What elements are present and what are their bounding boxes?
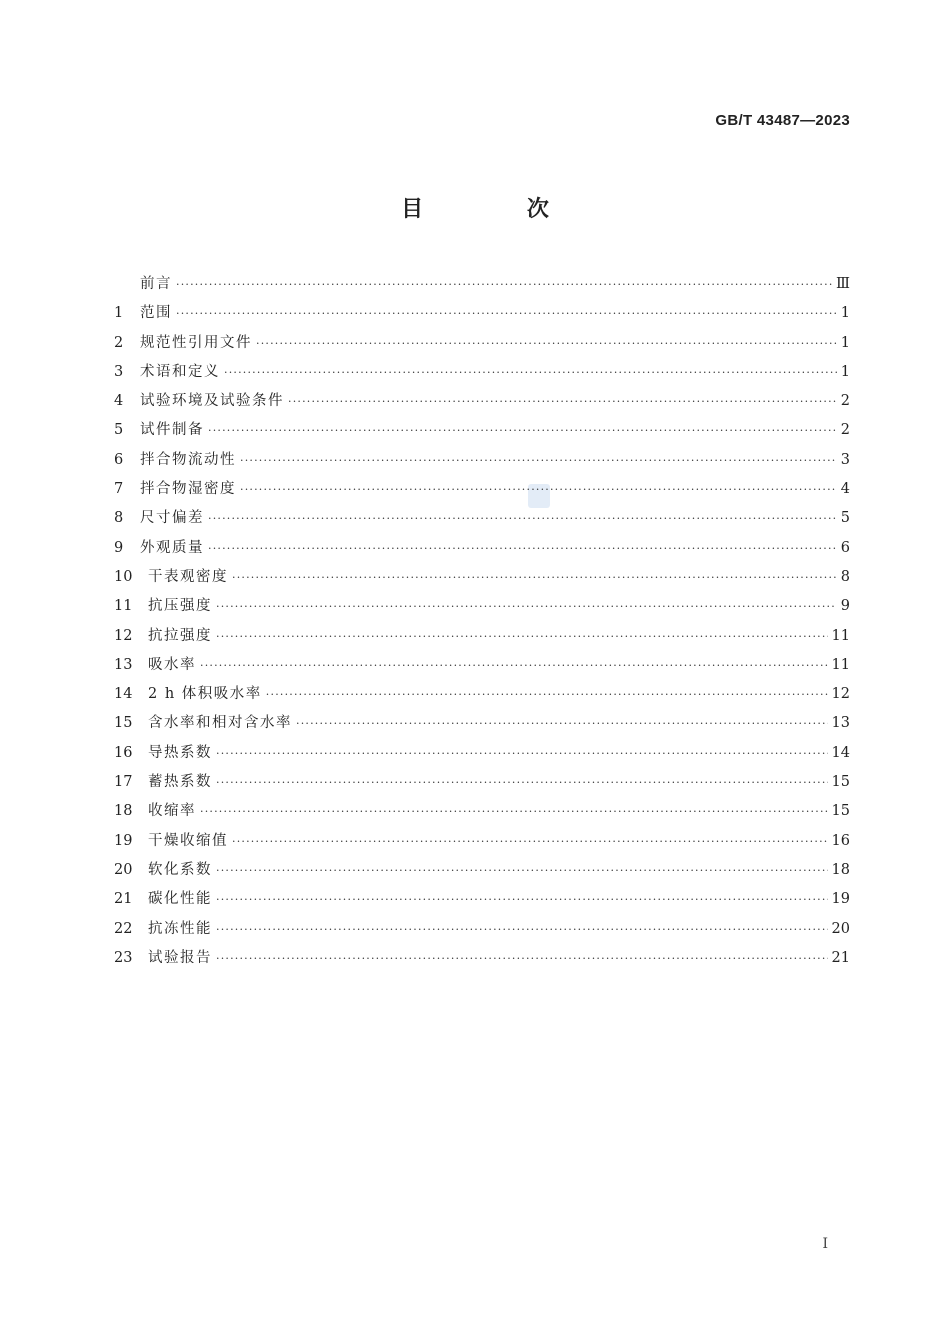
toc-entry-number: 21 (114, 891, 133, 908)
toc-entry[interactable] (114, 856, 850, 885)
toc-entry-title: 抗压强度 (148, 598, 212, 615)
toc-entry-title: 尺寸偏差 (140, 510, 204, 527)
toc-entry[interactable] (114, 915, 850, 944)
toc-leader-dots (224, 358, 837, 387)
toc-entry-title: 吸水率 (148, 656, 196, 673)
toc-entry-page: 21 (831, 949, 850, 966)
toc-entry[interactable] (114, 622, 850, 651)
toc-leader-dots (208, 416, 837, 445)
toc-entry-title: 含水率和相对含水率 (148, 715, 292, 732)
toc-entry-number: 10 (114, 568, 133, 585)
toc-entry-number: 7 (114, 481, 124, 498)
toc-entry-title: 拌合物湿密度 (140, 481, 236, 498)
toc-entry-number: 18 (114, 803, 133, 820)
toc-entry-title: 术语和定义 (140, 363, 220, 380)
toc-entry-page: 16 (831, 832, 850, 849)
toc-entry-number: 8 (114, 510, 124, 527)
toc-entry-page: 11 (831, 656, 850, 673)
toc-entry-number: 19 (114, 832, 133, 849)
toc-entry[interactable] (114, 446, 850, 475)
toc-entry-title: 导热系数 (148, 744, 212, 761)
toc-leader-dots (216, 856, 828, 885)
toc-entry[interactable] (114, 592, 850, 621)
toc-entry-page: 8 (840, 568, 850, 585)
toc-leader-dots (208, 504, 837, 533)
toc-entry-number: 20 (114, 861, 133, 878)
toc-leader-dots (296, 709, 828, 738)
toc-entry[interactable] (114, 680, 850, 709)
toc-entry[interactable] (114, 504, 850, 533)
toc-entry-number: 17 (114, 774, 133, 791)
toc-entry-page: 2 (840, 393, 850, 410)
toc-entry[interactable] (114, 475, 850, 504)
toc-entry-number: 5 (114, 422, 124, 439)
toc-entry-title: 收缩率 (148, 803, 196, 820)
toc-entry-page: 18 (831, 861, 850, 878)
toc-entry-number: 16 (114, 744, 133, 761)
toc-entry-number: 15 (114, 715, 133, 732)
toc-entry[interactable] (114, 709, 850, 738)
toc-entry-page: 19 (831, 891, 850, 908)
toc-entry-page: 6 (840, 539, 850, 556)
toc-entry-page: 1 (840, 363, 850, 380)
toc-leader-dots (208, 534, 837, 563)
toc-entry-title: 试件制备 (140, 422, 204, 439)
toc-entry-number: 23 (114, 949, 133, 966)
toc-leader-dots (200, 651, 828, 680)
toc-entry-number: 3 (114, 363, 124, 380)
toc-entry-page: 1 (840, 305, 850, 322)
toc-entry-title: 范围 (140, 305, 172, 322)
toc-entry-title: 拌合物流动性 (140, 451, 236, 468)
toc-entry-page: 15 (831, 774, 850, 791)
toc-entry[interactable] (114, 358, 850, 387)
toc-leader-dots (232, 827, 828, 856)
toc-entry[interactable] (114, 797, 850, 826)
toc-entry[interactable] (114, 387, 850, 416)
toc-entry-number: 1 (114, 305, 124, 322)
toc-entry-page: 9 (840, 598, 850, 615)
toc-entry[interactable] (114, 416, 850, 445)
toc-entry-page: 13 (831, 715, 850, 732)
toc-leader-dots (216, 592, 837, 621)
toc-entry[interactable] (114, 827, 850, 856)
toc-leader-dots (200, 797, 828, 826)
toc-entry[interactable] (114, 944, 850, 973)
toc-leader-dots (216, 915, 828, 944)
toc-entry-title: 抗冻性能 (148, 920, 212, 937)
table-of-contents (114, 270, 850, 973)
toc-entry-title: 软化系数 (148, 861, 212, 878)
toc-entry[interactable] (114, 739, 850, 768)
toc-leader-dots (176, 299, 837, 328)
toc-entry-number: 14 (114, 686, 133, 703)
toc-entry-page: 15 (831, 803, 850, 820)
toc-leader-dots (288, 387, 837, 416)
toc-leader-dots (216, 944, 828, 973)
toc-leader-dots (256, 329, 837, 358)
toc-entry-title: 规范性引用文件 (140, 334, 252, 351)
toc-entry[interactable] (114, 885, 850, 914)
toc-entry-page: 1 (840, 334, 850, 351)
document-code: GB/T 43487—2023 (715, 112, 850, 129)
toc-entry-page: 2 (840, 422, 850, 439)
toc-entry-number: 4 (114, 393, 124, 410)
toc-entry-number: 13 (114, 656, 133, 673)
toc-entry-page: 11 (831, 627, 850, 644)
toc-entry-page: Ⅲ (836, 276, 850, 292)
toc-entry-title: 外观质量 (140, 539, 204, 556)
page-number: I (822, 1236, 828, 1252)
toc-leader-dots (216, 885, 828, 914)
toc-entry-title: 干燥收缩值 (148, 832, 228, 849)
toc-entry-title: 抗拉强度 (148, 627, 212, 644)
toc-entry[interactable] (114, 299, 850, 328)
toc-entry-number: 2 (114, 334, 124, 351)
toc-entry-number: 12 (114, 627, 133, 644)
toc-entry-number: 11 (114, 598, 133, 615)
toc-entry-title: 试验报告 (148, 949, 212, 966)
toc-entry-title: 前言 (140, 276, 172, 292)
toc-leader-dots (176, 270, 832, 299)
toc-entry[interactable] (114, 534, 850, 563)
toc-entry-title: 试验环境及试验条件 (140, 393, 284, 410)
toc-entry[interactable] (114, 651, 850, 680)
toc-entry[interactable] (114, 270, 850, 299)
toc-leader-dots (232, 563, 837, 592)
toc-leader-dots (216, 768, 828, 797)
toc-entry-page: 12 (831, 686, 850, 703)
toc-entry-number: 6 (114, 451, 124, 468)
toc-entry-number: 22 (114, 920, 133, 937)
toc-entry-page: 5 (840, 510, 850, 527)
toc-entry-title: 2 h 体积吸水率 (148, 686, 262, 703)
toc-entry-page: 4 (840, 481, 850, 498)
toc-leader-dots (216, 739, 828, 768)
toc-entry-page: 3 (840, 451, 850, 468)
toc-title: 目 次 (401, 197, 597, 222)
toc-entry-number: 9 (114, 539, 124, 556)
toc-entry-title: 干表观密度 (148, 568, 228, 585)
toc-leader-dots (216, 622, 828, 651)
toc-leader-dots (240, 475, 837, 504)
toc-entry[interactable] (114, 563, 850, 592)
toc-leader-dots (266, 680, 828, 709)
toc-leader-dots (240, 446, 837, 475)
toc-entry[interactable] (114, 329, 850, 358)
toc-entry-title: 蓄热系数 (148, 774, 212, 791)
toc-entry[interactable] (114, 768, 850, 797)
toc-entry-title: 碳化性能 (148, 891, 212, 908)
toc-entry-page: 20 (831, 920, 850, 937)
toc-entry-page: 14 (831, 744, 850, 761)
